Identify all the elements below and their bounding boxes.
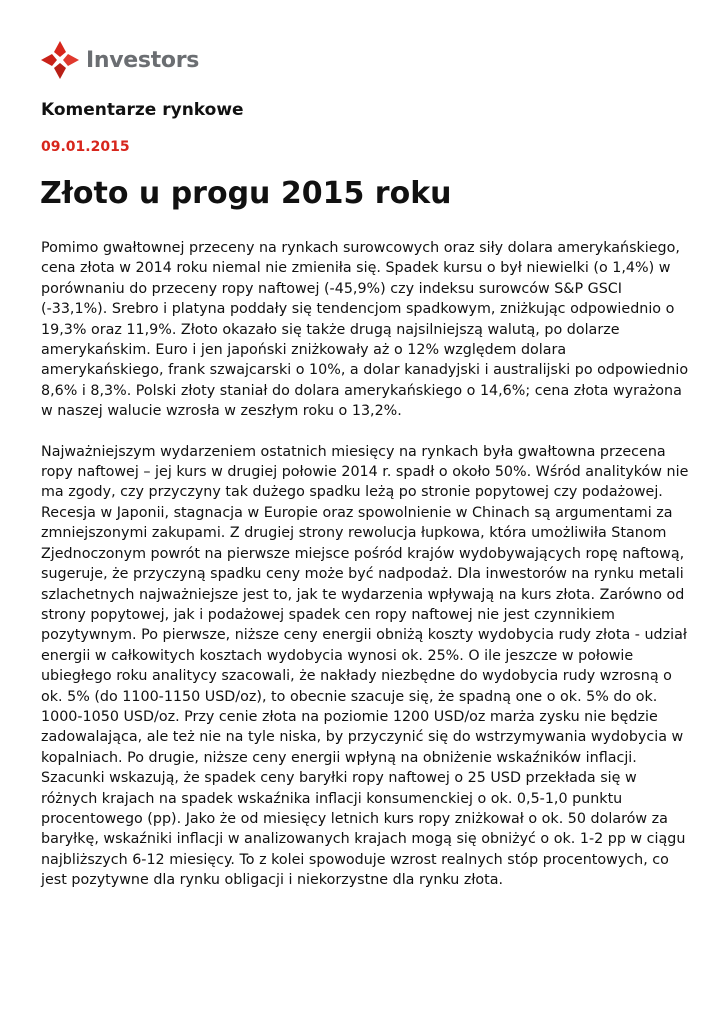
- page-title: Złoto u progu 2015 roku: [40, 176, 452, 211]
- investors-logo-icon: [40, 40, 80, 80]
- article-paragraph: Pomimo gwałtownej przeceny na rynkach surowcowych oraz siły dolara amerykańskiego, cena złota w 2014 roku niemal nie zmieniła się. Spadek kursu o był niewielki (o 1,4%) w porównaniu do przeceny ropy naftowej (-45,9%) czy indeksu surowców S&P GSCI (-33,1%). Srebro i platyna poddały się tendencjom spadkowym, zniżkując odpowiednio o 19,3% oraz 11,9%. Złoto okazało się także drugą najsilniejszą walutą, po dolarze amerykańskim. Euro i jen japoński zniżkowały aż o 12% względem dolara amerykańskiego, frank szwajcarski o 10%, a dolar kanadyjski i australijski po odpowiednio 8,6% i 8,3%. Polski złoty staniał do dolara amerykańskiego o 14,6%; cena złota wyrażona w naszej walucie wzrosła w zeszłym roku o 13,2%.: [41, 240, 689, 420]
- logo-wordmark: Investors: [86, 47, 200, 73]
- investors-logo[interactable]: [40, 40, 199, 80]
- article-paragraph: Najważniejszym wydarzeniem ostatnich miesięcy na rynkach była gwałtowna przecena ropy naftowej – jej kurs w drugiej połowie 2014 r. spadł o około 50%. Wśród analityków nie ma zgody, czy przyczyny tak dużego spadku leżą po stronie popytowej czy podażowej. Recesja w Japonii, stagnacja w Europie oraz spowolnienie w Chinach są argumentami za zmniejszonymi zakupami. Z drugiej strony rewolucja łupkowa, która umożliwiła Stanom Zjednoczonym powrót na pierwsze miejsce pośród krajów wydobywających ropę naftową, sugeruje, że przyczyną spadku ceny może być nadpodaż. Dla inwestorów na rynku metali szlachetnych najważniejsze jest to, jak te wydarzenia wpływają na kurs złota. Zarówno od strony popytowej, jak i podażowej spadek cen ropy naftowej nie jest czynnikiem pozytywnym. Po pierwsze, niższe ceny energii obniżą koszty wydobycia rudy złota - udział energii w całkowitych kosztach wydobycia wynosi ok. 25%. O ile jeszcze w połowie ubiegłego roku analitycy szacowali, że nakłady niezbędne do wydobycia rudy wzrosną o ok. 5% (do 1100-1150 USD/oz), to obecnie szacuje się, że spadną one o ok. 5% do ok. 1000-1050 USD/oz. Przy cenie złota na poziomie 1200 USD/oz marża zysku nie będzie zadowalająca, ale też nie na tyle niska, by przyczynić się do wstrzymywania wydobycia w kopalniach. Po drugie, niższe ceny energii wpłyną na obniżenie wskaźników inflacji. Szacunki wskazują, że spadek ceny baryłki ropy naftowej o 25 USD przekłada się w różnych krajach na spadek wskaźnika inflacji konsumenckiej o ok. 0,5-1,0 punktu procentowego (pp). Jako że od miesięcy letnich kurs ropy zniżkował o ok. 50 dolarów za baryłkę, wskaźniki inflacji w analizowanych krajach mogą się obniżyć o ok. 1-2 pp w ciągu najbliższych 6-12 miesięcy. To z kolei spowoduje wzrost realnych stóp procentowych, co jest pozytywne dla rynku obligacji i niekorzystne dla rynku złota.: [41, 443, 689, 889]
- section-heading: Komentarze rynkowe: [41, 100, 244, 120]
- article-date: 09.01.2015: [41, 139, 130, 155]
- article-body: [41, 238, 691, 911]
